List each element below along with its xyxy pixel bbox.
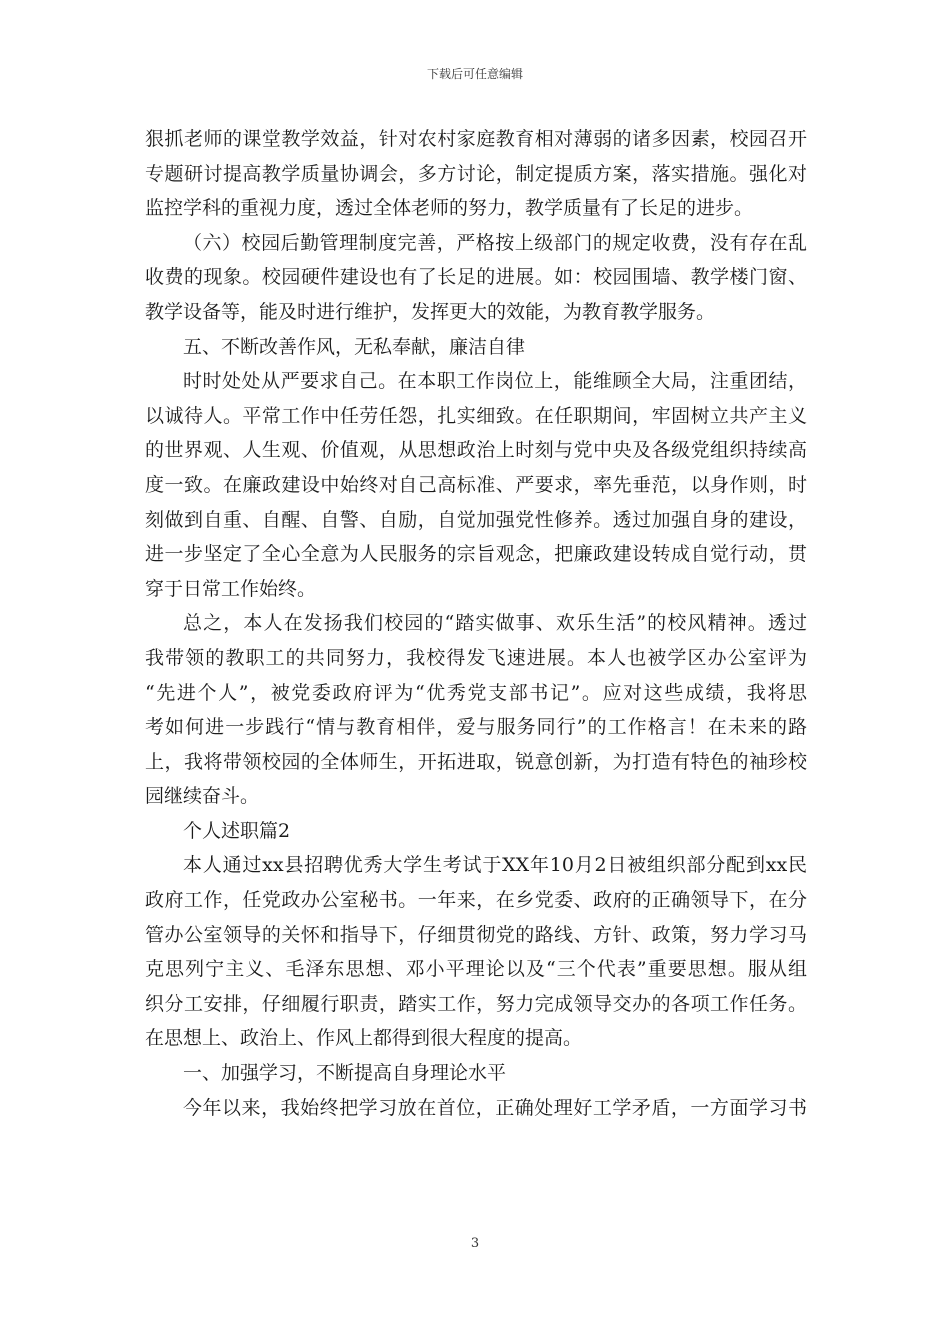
text-line: 政府工作，任党政办公室秘书。一年来，在乡党委、政府的正确领导下，在分 (145, 889, 807, 912)
page-number: 3 (470, 1236, 480, 1251)
text-line: 本人通过xx县招聘优秀大学生考试于XX年10月2日被组织部分配到xx民 (183, 854, 807, 877)
text-line: 专题研讨提高教学质量协调会，多方讨论，制定提质方案，落实措施。强化对 (145, 162, 807, 185)
text-line: 园继续奋斗。 (145, 785, 260, 808)
text-line: 度一致。在廉政建设中始终对自己高标准、严要求，率先垂范，以身作则，时 (145, 473, 807, 496)
text-line: 收费的现象。校园硬件建设也有了长足的进展。如：校园围墙、教学楼门窗、 (145, 266, 807, 289)
section-heading: 五、不断改善作风，无私奉献，廉洁自律 (183, 335, 526, 358)
section-heading: 一、加强学习，不断提高自身理论水平 (183, 1062, 507, 1085)
page-header: 下载后可任意编辑 (426, 67, 523, 81)
text-line: 在思想上、政治上、作风上都得到很大程度的提高。 (145, 1027, 583, 1050)
text-line: 织分工安排，仔细履行职责，踏实工作，努力完成领导交办的各项工作任务。 (145, 992, 807, 1015)
section-heading: 个人述职篇2 (183, 819, 291, 842)
text-line: 教学设备等，能及时进行维护，发挥更大的效能，为教育教学服务。 (145, 300, 716, 323)
text-line: 今年以来，我始终把学习放在首位，正确处理好工学矛盾，一方面学习书 (183, 1096, 807, 1119)
text-line: 的世界观、人生观、价值观，从思想政治上时刻与党中央及各级党组织持续高 (145, 439, 807, 462)
text-line: 管办公室领导的关怀和指导下，仔细贯彻党的路线、方针、政策，努力学习马 (145, 923, 807, 946)
text-line: 上，我将带领校园的全体师生，开拓进取，锐意创新，为打造有特色的袖珍校 (145, 750, 807, 773)
text-line: “先进个人”，被党委政府评为“优秀党支部书记”。应对这些成绩，我将思 (145, 681, 807, 704)
text-line: 克思列宁主义、毛泽东思想、邓小平理论以及“三个代表”重要思想。服从组 (145, 958, 807, 981)
text-line: （六）校园后勤管理制度完善，严格按上级部门的规定收费，没有存在乱 (183, 231, 807, 254)
document-body (145, 122, 807, 1125)
text-line: 以诚待人。平常工作中任劳任怨，扎实细致。在任职期间，牢固树立共产主义 (145, 404, 807, 427)
text-line: 我带领的教职工的共同努力，我校得发飞速进展。本人也被学区办公室评为 (145, 646, 807, 669)
text-line: 监控学科的重视力度，透过全体老师的努力，教学质量有了长足的进步。 (145, 197, 754, 220)
text-line: 考如何进一步践行“情与教育相伴，爱与服务同行”的工作格言！在未来的路 (145, 716, 807, 739)
text-line: 狠抓老师的课堂教学效益，针对农村家庭教育相对薄弱的诸多因素，校园召开 (145, 128, 807, 150)
text-line: 进一步坚定了全心全意为人民服务的宗旨观念，把廉政建设转成自觉行动，贯 (145, 543, 807, 566)
text-line: 总之，本人在发扬我们校园的“踏实做事、欢乐生活”的校风精神。透过 (183, 612, 807, 635)
text-line: 时时处处从严要求自己。在本职工作岗位上，能维顾全大局，注重团结， (183, 370, 807, 393)
text-line: 穿于日常工作始终。 (145, 577, 317, 600)
text-line: 刻做到自重、自醒、自警、自励，自觉加强党性修养。透过加强自身的建设， (145, 508, 807, 531)
